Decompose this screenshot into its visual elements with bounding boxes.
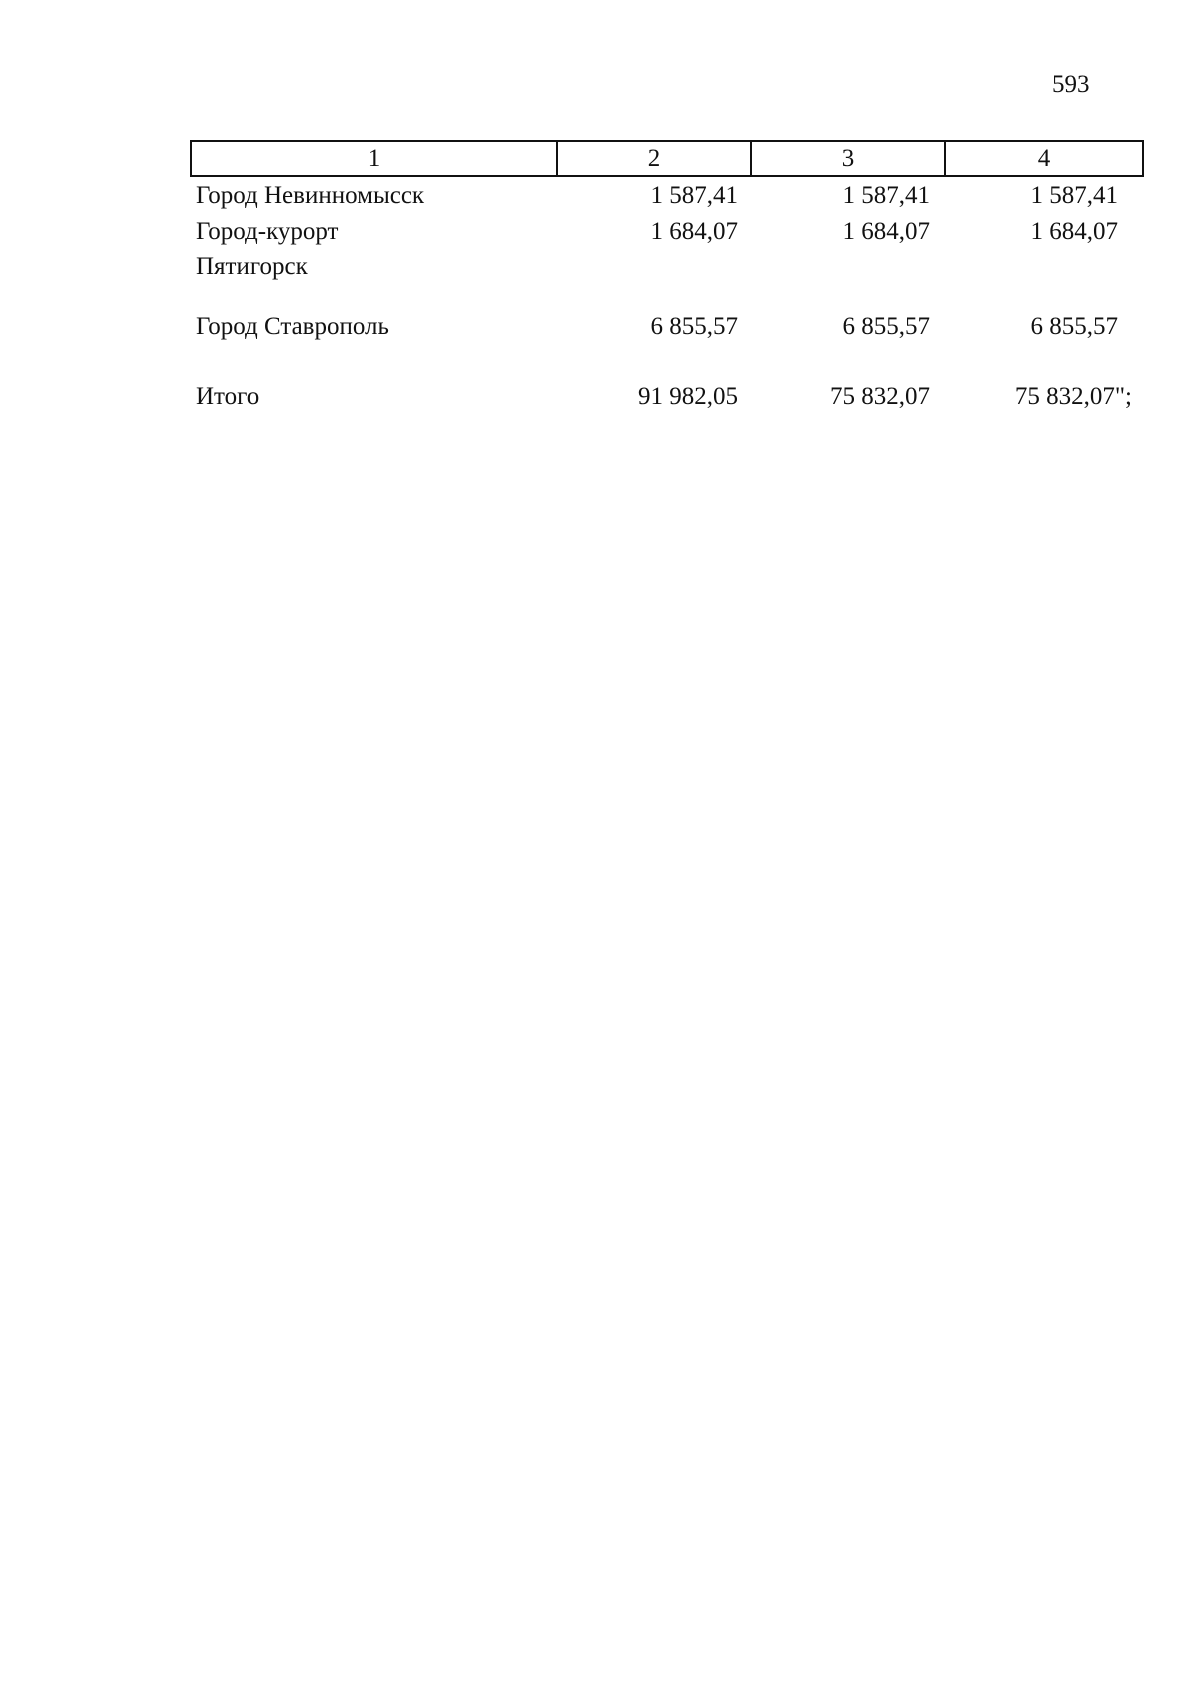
row-value-col3: 1 684,07 [842, 218, 930, 245]
column-header-3: 3 [751, 141, 945, 176]
total-value-col3: 75 832,07 [830, 383, 930, 410]
column-header-1: 1 [191, 141, 557, 176]
total-value-col4: 75 832,07"; [1014, 383, 1132, 410]
table-row [190, 309, 1138, 344]
row-value-col4: 6 855,57 [1030, 313, 1118, 340]
row-value-col2: 1 684,07 [650, 218, 738, 245]
row-value-col2: 1 587,41 [650, 182, 738, 209]
table-header [190, 140, 1144, 177]
column-header-4: 4 [945, 141, 1143, 176]
row-value-col2: 6 855,57 [650, 313, 738, 340]
table-row [190, 178, 1138, 213]
table-header-row [191, 141, 1143, 176]
total-value-col2: 91 982,05 [638, 383, 738, 410]
total-label: Итого [196, 383, 260, 410]
table-row [190, 214, 1138, 284]
page-number: 593 [1052, 71, 1090, 98]
row-value-col4: 1 587,41 [1030, 182, 1118, 209]
row-value-col3: 6 855,57 [842, 313, 930, 340]
table-row-total [190, 379, 1138, 414]
row-value-col4: 1 684,07 [1030, 218, 1118, 245]
row-name: Город Невинномысск [196, 182, 425, 209]
column-header-2: 2 [557, 141, 751, 176]
row-name: Город-курорт [196, 218, 339, 245]
row-name-continuation: Пятигорск [196, 253, 308, 280]
row-name: Город Ставрополь [196, 313, 389, 340]
row-value-col3: 1 587,41 [842, 182, 930, 209]
